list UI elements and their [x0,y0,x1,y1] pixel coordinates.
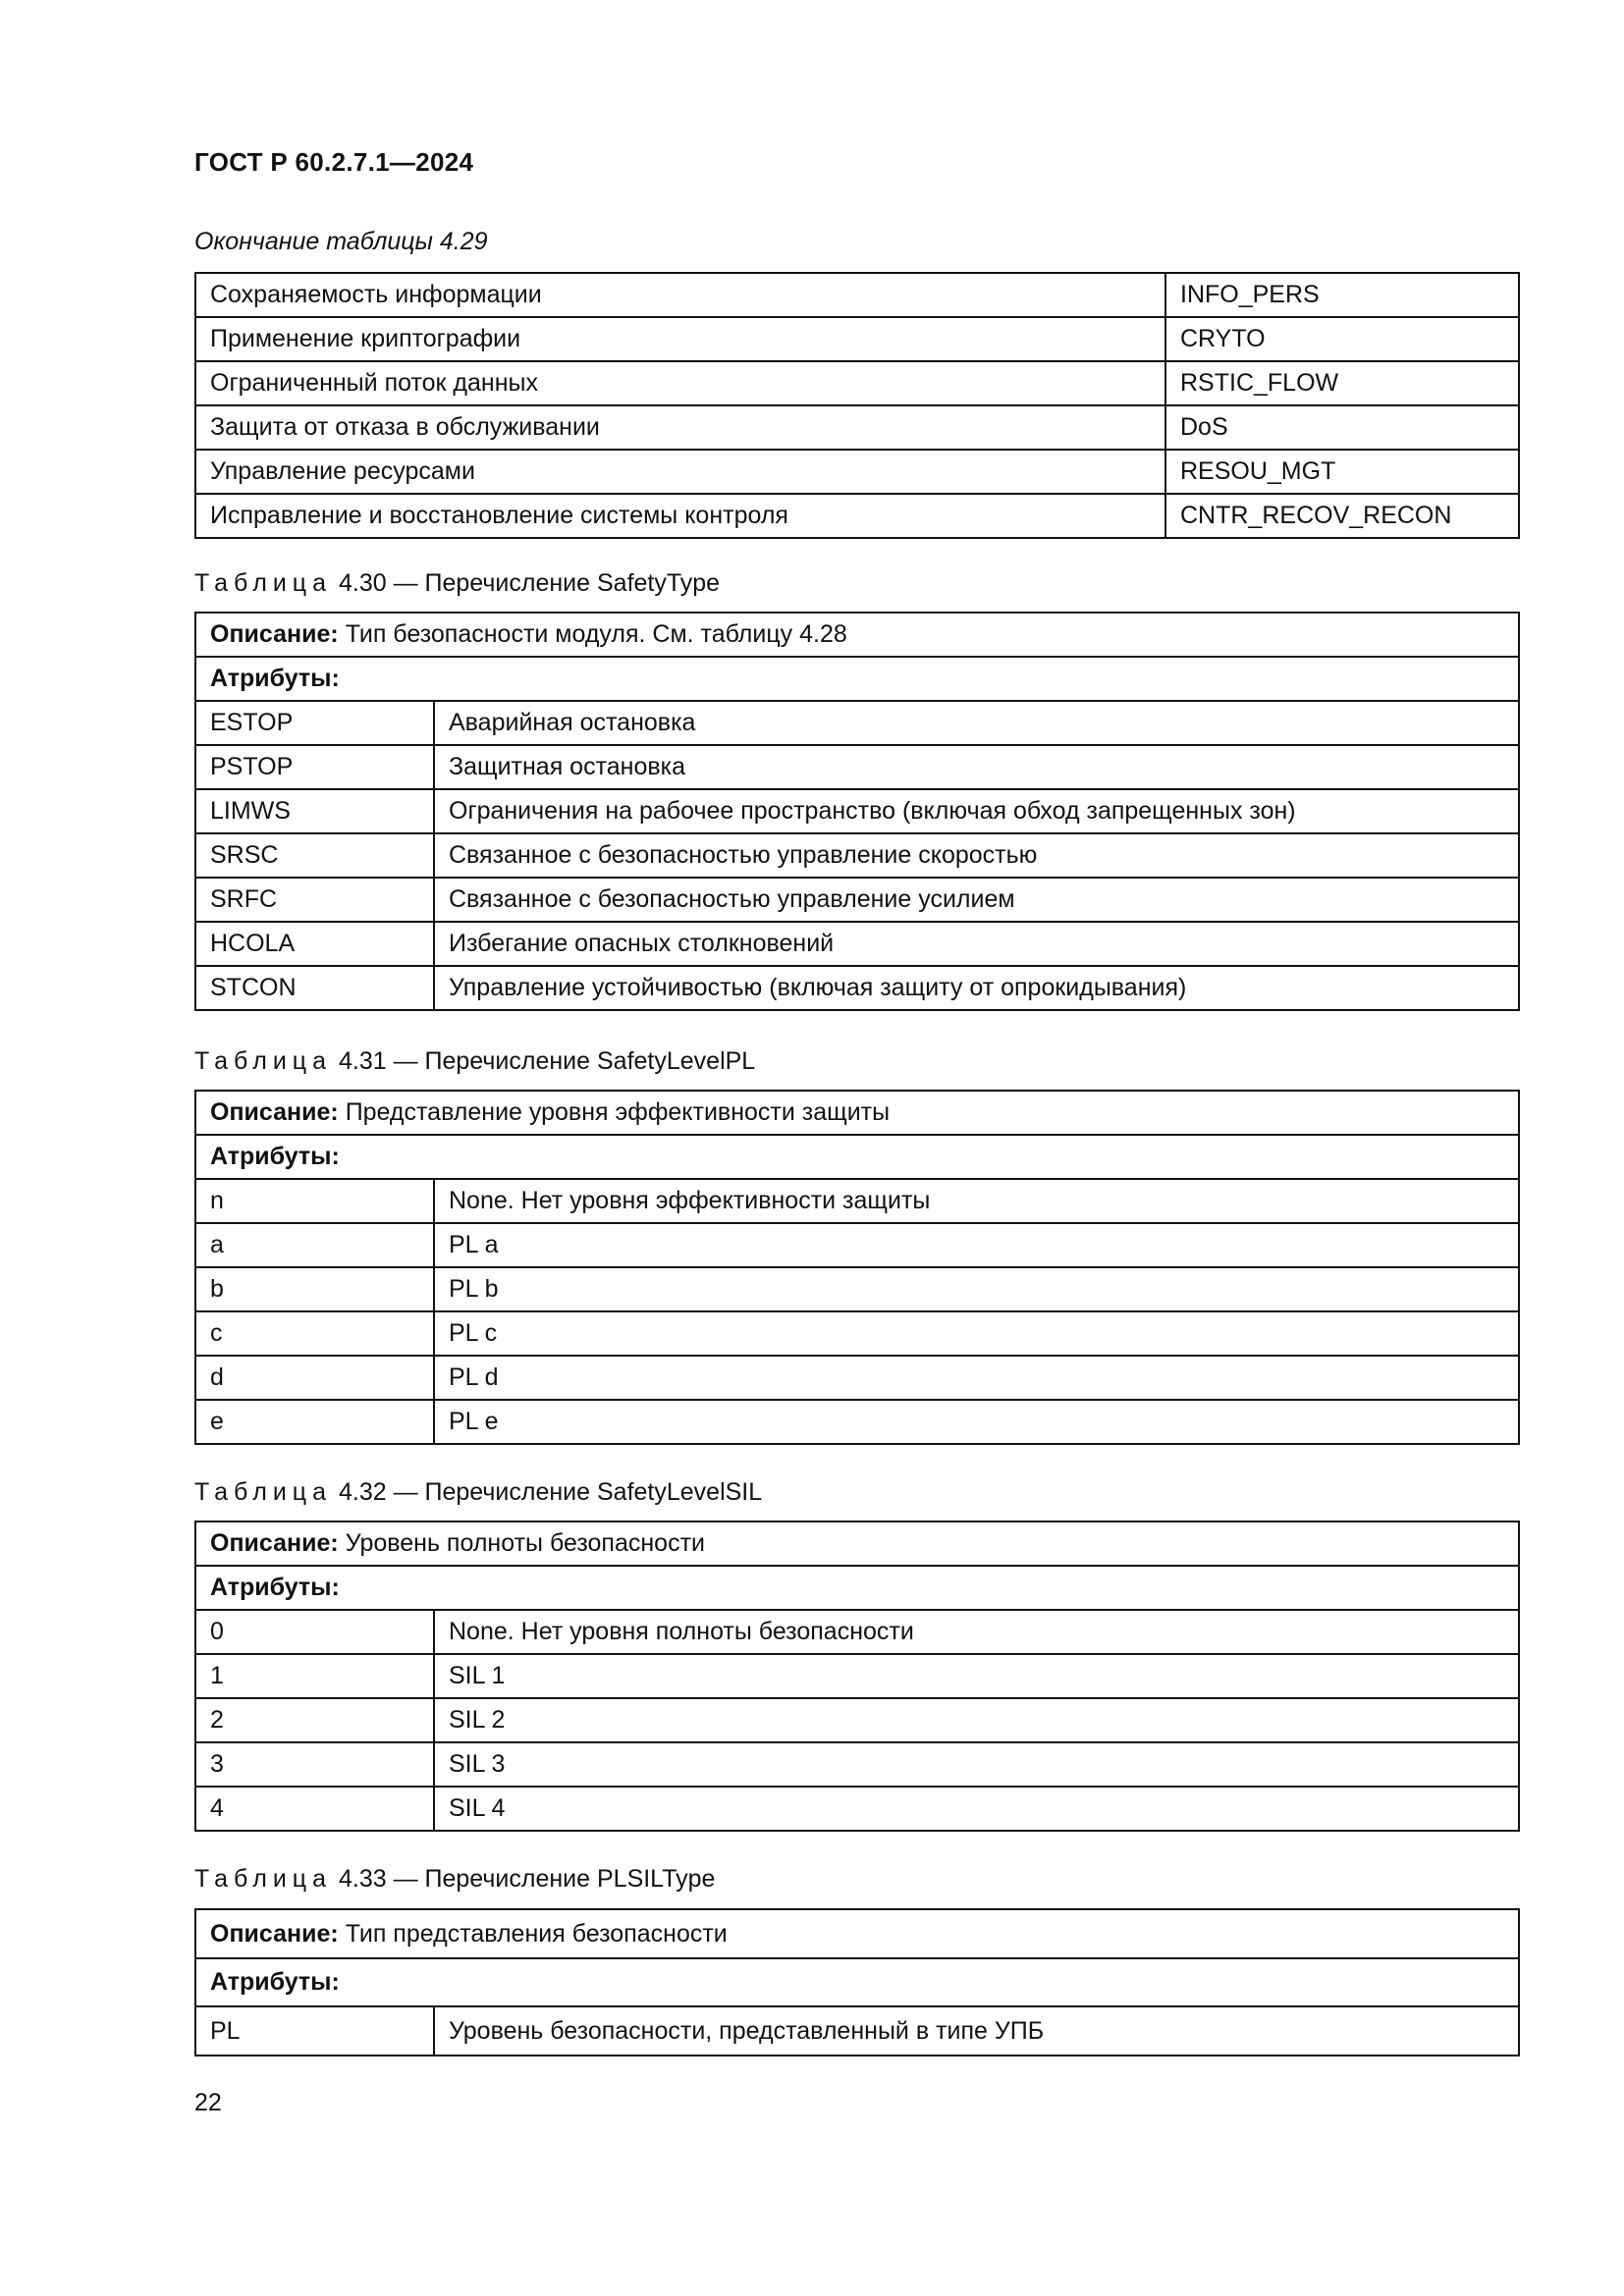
table-cell-name: Ограниченный поток данных [195,361,1165,405]
table-row [195,701,1519,745]
table-row [195,1787,1519,1831]
attribute-value: SIL 3 [434,1742,1519,1787]
table-row [195,878,1519,922]
table-row [195,1698,1519,1742]
attribute-key: n [195,1179,434,1223]
table-row [195,494,1519,538]
caption-word: Таблица [194,569,333,597]
table-429-caption: Окончание таблицы 4.29 [194,228,488,255]
table-row [195,1654,1519,1698]
document-code: ГОСТ Р 60.2.7.1—2024 [194,147,474,177]
attribute-value: Управление устойчивостью (включая защиту от опрокидывания) [434,966,1519,1010]
attribute-value: SIL 4 [434,1787,1519,1831]
attribute-key: PL [195,2006,434,2056]
attribute-key: 0 [195,1610,434,1654]
description-text: Уровень полноты безопасности [345,1529,705,1557]
attribute-value: None. Нет уровня эффективности защиты [434,1179,1519,1223]
description-row [195,1909,1519,1958]
attribute-value: Связанное с безопасностью управление скоростью [434,833,1519,878]
attribute-key: STCON [195,966,434,1010]
table-row [195,317,1519,361]
table-cell-code: DoS [1165,405,1519,450]
table-row [195,273,1519,317]
table-row [195,1356,1519,1400]
attribute-value: Защитная остановка [434,745,1519,789]
attribute-key: 1 [195,1654,434,1698]
attributes-row [195,1566,1519,1610]
description-row [195,613,1519,657]
attribute-value: None. Нет уровня полноты безопасности [434,1610,1519,1654]
table-row [195,1742,1519,1787]
attribute-value: Связанное с безопасностью управление усилием [434,878,1519,922]
attribute-key: PSTOP [195,745,434,789]
attribute-key: 2 [195,1698,434,1742]
table-431 [194,1090,1520,1445]
table-row [195,966,1519,1010]
attribute-key: c [195,1311,434,1356]
attribute-key: 3 [195,1742,434,1787]
table-row [195,833,1519,878]
attribute-key: SRFC [195,878,434,922]
attribute-value: SIL 1 [434,1654,1519,1698]
table-row [195,1223,1519,1267]
table-cell-name: Управление ресурсами [195,450,1165,494]
table-429 [194,272,1520,539]
table-row [195,450,1519,494]
attribute-value: Уровень безопасности, представленный в типе УПБ [434,2006,1519,2056]
caption-title: 4.31 — Перечисление SafetyLevelPL [338,1047,756,1075]
attribute-key: LIMWS [195,789,434,833]
attributes-label: Атрибуты: [195,1958,1519,2006]
attribute-key: SRSC [195,833,434,878]
attribute-key: e [195,1400,434,1444]
description-text: Тип представления безопасности [345,1919,728,1948]
table-cell-name: Применение криптографии [195,317,1165,361]
table-cell-code: RESOU_MGT [1165,450,1519,494]
attributes-label: Атрибуты: [195,657,1519,701]
caption-title: 4.33 — Перечисление PLSILType [338,1865,716,1893]
attribute-value: SIL 2 [434,1698,1519,1742]
table-432-caption [194,1478,762,1507]
table-430-caption [194,569,720,598]
table-row [195,789,1519,833]
table-432 [194,1521,1520,1832]
table-433-caption [194,1865,715,1894]
attribute-key: 4 [195,1787,434,1831]
description-label: Описание: [210,1919,339,1948]
table-row [195,922,1519,966]
table-row [195,1267,1519,1311]
description-label: Описание: [210,1098,339,1126]
table-cell-code: CRYTO [1165,317,1519,361]
attribute-key: ESTOP [195,701,434,745]
description-label: Описание: [210,1529,339,1557]
description-row [195,1091,1519,1135]
table-431-caption [194,1047,755,1076]
description-text: Представление уровня эффективности защиты [345,1098,891,1126]
attribute-value: Аварийная остановка [434,701,1519,745]
attribute-value: PL d [434,1356,1519,1400]
table-cell-code: CNTR_RECOV_RECON [1165,494,1519,538]
attributes-row [195,657,1519,701]
table-row [195,361,1519,405]
description-row [195,1522,1519,1566]
attribute-value: Избегание опасных столкновений [434,922,1519,966]
attribute-key: b [195,1267,434,1311]
attributes-label: Атрибуты: [195,1135,1519,1179]
attributes-row [195,1135,1519,1179]
attribute-value: PL e [434,1400,1519,1444]
table-row [195,1179,1519,1223]
table-cell-code: RSTIC_FLOW [1165,361,1519,405]
table-row [195,2006,1519,2056]
caption-word: Таблица [194,1478,333,1506]
caption-title: 4.30 — Перечисление SafetyType [338,569,721,597]
table-row [195,1311,1519,1356]
attribute-value: PL b [434,1267,1519,1311]
caption-word: Таблица [194,1047,333,1075]
attributes-label: Атрибуты: [195,1566,1519,1610]
table-cell-name: Защита от отказа в обслуживании [195,405,1165,450]
attribute-key: a [195,1223,434,1267]
attribute-value: PL c [434,1311,1519,1356]
table-row [195,745,1519,789]
attribute-value: Ограничения на рабочее пространство (включая обход запрещенных зон) [434,789,1519,833]
table-cell-name: Исправление и восстановление системы контроля [195,494,1165,538]
table-row [195,405,1519,450]
table-430 [194,612,1520,1011]
caption-title: 4.32 — Перечисление SafetyLevelSIL [338,1478,763,1506]
page-number: 22 [194,2089,222,2116]
table-row [195,1610,1519,1654]
table-433 [194,1908,1520,2056]
caption-word: Таблица [194,1865,333,1893]
attribute-value: PL a [434,1223,1519,1267]
attributes-row [195,1958,1519,2006]
description-label: Описание: [210,620,339,648]
attribute-key: HCOLA [195,922,434,966]
table-cell-name: Сохраняемость информации [195,273,1165,317]
description-text: Тип безопасности модуля. См. таблицу 4.28 [345,620,847,648]
table-cell-code: INFO_PERS [1165,273,1519,317]
table-row [195,1400,1519,1444]
attribute-key: d [195,1356,434,1400]
